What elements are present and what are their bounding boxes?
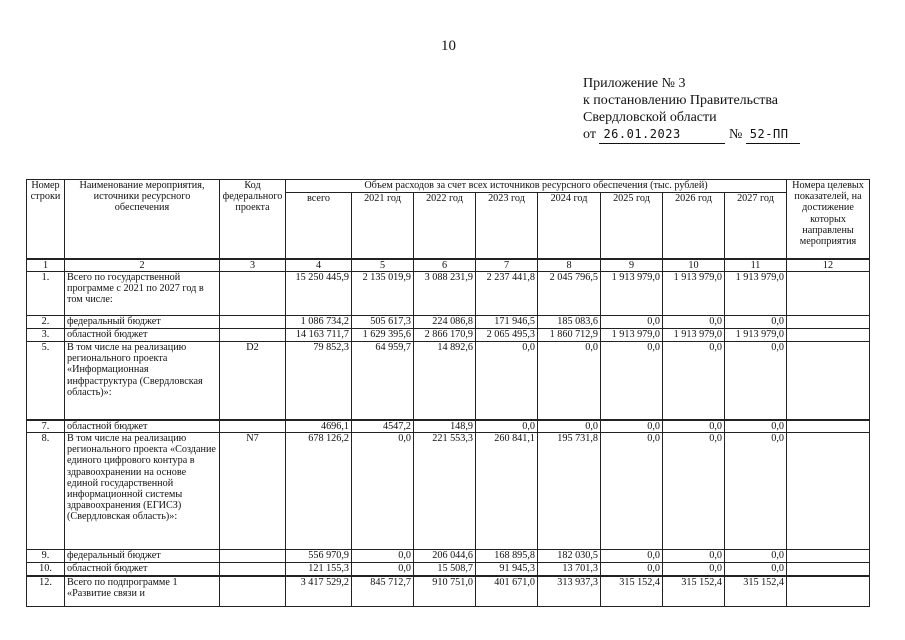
- row-project-code: [220, 563, 286, 576]
- row-project-code: [220, 272, 286, 316]
- number-prefix: №: [728, 127, 743, 142]
- row-targets: [787, 576, 870, 607]
- row-value: 0,0: [725, 550, 787, 563]
- row-value: 206 044,6: [414, 550, 476, 563]
- row-value: 3 088 231,9: [414, 272, 476, 316]
- row-number: 8.: [27, 433, 65, 550]
- header-total: всего: [286, 193, 352, 259]
- row-value: 313 937,3: [538, 576, 601, 607]
- row-value: 2 045 796,5: [538, 272, 601, 316]
- row-project-code: [220, 316, 286, 329]
- row-value: 1 913 979,0: [663, 272, 725, 316]
- row-value: 0,0: [476, 420, 538, 433]
- header-row-no: Номер строки: [27, 180, 65, 259]
- col-number: 11: [725, 259, 787, 272]
- header-code: Код федерального проекта: [220, 180, 286, 259]
- row-value: 0,0: [601, 316, 663, 329]
- appendix-date-line: [583, 126, 800, 144]
- row-targets: [787, 563, 870, 576]
- row-value: 1 860 712,9: [538, 329, 601, 342]
- row-targets: [787, 433, 870, 550]
- header-row-1: [27, 180, 870, 193]
- table-row: [27, 316, 870, 329]
- appendix-block: [583, 75, 800, 144]
- row-value: 4547,2: [352, 420, 414, 433]
- table-row: [27, 563, 870, 576]
- table-row: [27, 272, 870, 316]
- row-value: 1 913 979,0: [663, 329, 725, 342]
- row-value: 14 163 711,7: [286, 329, 352, 342]
- row-value: 2 237 441,8: [476, 272, 538, 316]
- row-project-code: [220, 550, 286, 563]
- row-value: 0,0: [663, 563, 725, 576]
- table-row: [27, 576, 870, 607]
- row-value: 1 913 979,0: [601, 329, 663, 342]
- col-number: 6: [414, 259, 476, 272]
- row-value: 15 250 445,9: [286, 272, 352, 316]
- row-value: 4696,1: [286, 420, 352, 433]
- row-value: 845 712,7: [352, 576, 414, 607]
- row-number: 9.: [27, 550, 65, 563]
- row-value: 0,0: [725, 563, 787, 576]
- row-value: 15 508,7: [414, 563, 476, 576]
- row-targets: [787, 550, 870, 563]
- row-value: 1 629 395,6: [352, 329, 414, 342]
- row-value: 0,0: [725, 342, 787, 420]
- row-value: 0,0: [663, 342, 725, 420]
- row-value: 0,0: [352, 563, 414, 576]
- row-value: 0,0: [601, 342, 663, 420]
- row-value: 91 945,3: [476, 563, 538, 576]
- row-targets: [787, 420, 870, 433]
- header-2022: 2022 год: [414, 193, 476, 259]
- row-name: Всего по государственной программе с 2021 по 2027 год в том числе:: [65, 272, 220, 316]
- row-value: 0,0: [725, 433, 787, 550]
- row-value: 182 030,5: [538, 550, 601, 563]
- row-name: областной бюджет: [65, 329, 220, 342]
- header-2025: 2025 год: [601, 193, 663, 259]
- header-2026: 2026 год: [663, 193, 725, 259]
- row-project-code: [220, 329, 286, 342]
- table-row: [27, 550, 870, 563]
- column-number-row: [27, 259, 870, 272]
- row-value: 0,0: [601, 563, 663, 576]
- date-prefix: от: [583, 127, 596, 142]
- row-value: 3 417 529,2: [286, 576, 352, 607]
- table-row: [27, 329, 870, 342]
- row-value: 195 731,8: [538, 433, 601, 550]
- appendix-ref: к постановлению Правительства: [583, 93, 779, 108]
- resolution-number: 52-ПП: [746, 126, 800, 144]
- row-value: 1 913 979,0: [601, 272, 663, 316]
- header-volume: Объем расходов за счет всех источников ресурсного обеспечения (тыс. рублей): [286, 180, 787, 193]
- row-value: 13 701,3: [538, 563, 601, 576]
- row-number: 5.: [27, 342, 65, 420]
- row-value: 0,0: [601, 550, 663, 563]
- row-number: 2.: [27, 316, 65, 329]
- row-number: 1.: [27, 272, 65, 316]
- row-name: областной бюджет: [65, 420, 220, 433]
- row-value: 678 126,2: [286, 433, 352, 550]
- row-value: 0,0: [663, 316, 725, 329]
- col-number: 1: [27, 259, 65, 272]
- row-value: 221 553,3: [414, 433, 476, 550]
- row-value: 910 751,0: [414, 576, 476, 607]
- table-row: [27, 420, 870, 433]
- row-value: 224 086,8: [414, 316, 476, 329]
- col-number: 2: [65, 259, 220, 272]
- col-number: 4: [286, 259, 352, 272]
- appendix-region: Свердловской области: [583, 110, 717, 125]
- col-number: 7: [476, 259, 538, 272]
- col-number: 8: [538, 259, 601, 272]
- row-project-code: [220, 420, 286, 433]
- col-number: 5: [352, 259, 414, 272]
- row-project-code: D2: [220, 342, 286, 420]
- resolution-date: 26.01.2023: [599, 126, 725, 144]
- row-number: 10.: [27, 563, 65, 576]
- row-targets: [787, 342, 870, 420]
- row-value: 79 852,3: [286, 342, 352, 420]
- header-2023: 2023 год: [476, 193, 538, 259]
- row-value: 315 152,4: [725, 576, 787, 607]
- row-value: 171 946,5: [476, 316, 538, 329]
- row-value: 1 086 734,2: [286, 316, 352, 329]
- budget-table: [26, 179, 870, 607]
- col-number: 9: [601, 259, 663, 272]
- header-targets: Номера целевых показателей, на достижение которых направлены мероприятия: [787, 180, 870, 259]
- row-value: 0,0: [601, 420, 663, 433]
- header-2021: 2021 год: [352, 193, 414, 259]
- row-value: 2 065 495,3: [476, 329, 538, 342]
- row-targets: [787, 316, 870, 329]
- row-value: 1 913 979,0: [725, 272, 787, 316]
- row-value: 148,9: [414, 420, 476, 433]
- row-name: В том числе на реализацию регионального проекта «Информационная инфраструктура (Свердловская область)»:: [65, 342, 220, 420]
- row-value: 0,0: [538, 342, 601, 420]
- row-value: 0,0: [601, 433, 663, 550]
- header-2024: 2024 год: [538, 193, 601, 259]
- row-value: 168 895,8: [476, 550, 538, 563]
- row-value: 315 152,4: [601, 576, 663, 607]
- table-row: [27, 342, 870, 420]
- row-value: 0,0: [352, 433, 414, 550]
- row-value: 0,0: [663, 550, 725, 563]
- header-name: Наименование мероприятия, источники ресурсного обеспечения: [65, 180, 220, 259]
- row-value: 315 152,4: [663, 576, 725, 607]
- row-value: 2 135 019,9: [352, 272, 414, 316]
- row-name: В том числе на реализацию регионального проекта «Создание единого цифрового контура в здравоохранении на основе единой государственной информационной системы здравоохранения (ЕГИСЗ) (Свердловская область)»:: [65, 433, 220, 550]
- row-value: 0,0: [663, 420, 725, 433]
- row-name: областной бюджет: [65, 563, 220, 576]
- col-number: 10: [663, 259, 725, 272]
- page-number: 10: [441, 38, 456, 54]
- row-value: 64 959,7: [352, 342, 414, 420]
- row-number: 12.: [27, 576, 65, 607]
- row-value: 0,0: [663, 433, 725, 550]
- row-name: Всего по подпрограмме 1 «Развитие связи и: [65, 576, 220, 607]
- row-value: 0,0: [725, 316, 787, 329]
- row-value: 0,0: [352, 550, 414, 563]
- col-number: 3: [220, 259, 286, 272]
- row-name: федеральный бюджет: [65, 316, 220, 329]
- col-number: 12: [787, 259, 870, 272]
- row-targets: [787, 329, 870, 342]
- row-value: 0,0: [725, 420, 787, 433]
- row-number: 3.: [27, 329, 65, 342]
- row-value: 401 671,0: [476, 576, 538, 607]
- table-row: [27, 433, 870, 550]
- row-value: 14 892,6: [414, 342, 476, 420]
- row-value: 260 841,1: [476, 433, 538, 550]
- row-project-code: [220, 576, 286, 607]
- row-value: 2 866 170,9: [414, 329, 476, 342]
- row-value: 0,0: [538, 420, 601, 433]
- row-number: 7.: [27, 420, 65, 433]
- row-targets: [787, 272, 870, 316]
- row-value: 556 970,9: [286, 550, 352, 563]
- row-value: 185 083,6: [538, 316, 601, 329]
- header-2027: 2027 год: [725, 193, 787, 259]
- row-value: 1 913 979,0: [725, 329, 787, 342]
- row-project-code: N7: [220, 433, 286, 550]
- row-value: 0,0: [476, 342, 538, 420]
- row-name: федеральный бюджет: [65, 550, 220, 563]
- row-value: 121 155,3: [286, 563, 352, 576]
- appendix-title: Приложение № 3: [583, 76, 686, 91]
- row-value: 505 617,3: [352, 316, 414, 329]
